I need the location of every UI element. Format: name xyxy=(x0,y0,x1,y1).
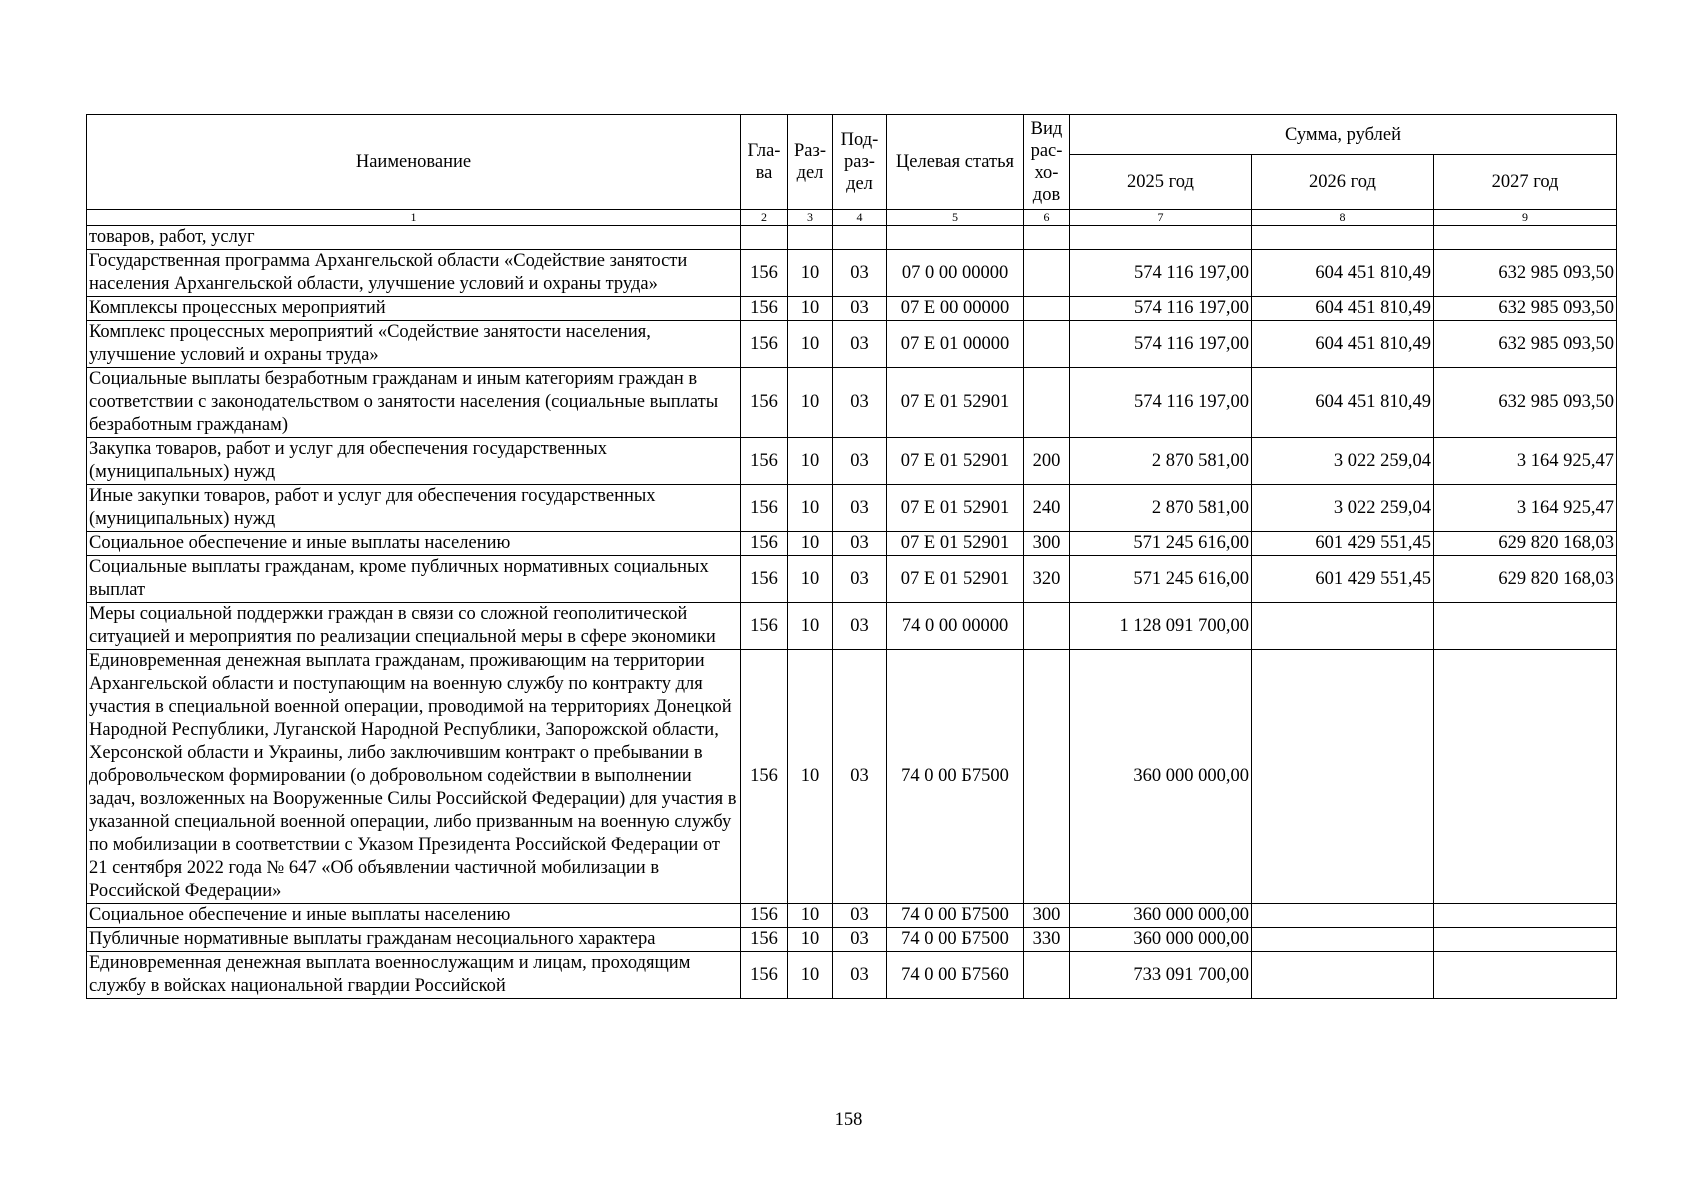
row-vid: 300 xyxy=(1024,904,1070,928)
header-podrazdel: Под-раз-дел xyxy=(833,115,887,210)
row-target: 74 0 00 Б7500 xyxy=(887,928,1024,952)
header-target: Целевая статья xyxy=(887,115,1024,210)
table-row xyxy=(87,250,1617,297)
row-razdel: 10 xyxy=(788,250,833,297)
row-amount-2027 xyxy=(1434,226,1617,250)
header-razdel: Раз-дел xyxy=(788,115,833,210)
header-name: Наименование xyxy=(87,115,741,210)
row-amount-2025: 360 000 000,00 xyxy=(1070,650,1252,904)
row-podrazdel: 03 xyxy=(833,368,887,438)
row-amount-2025: 360 000 000,00 xyxy=(1070,904,1252,928)
row-name: Социальное обеспечение и иные выплаты населению xyxy=(87,532,741,556)
row-amount-2026: 604 451 810,49 xyxy=(1252,250,1434,297)
row-amount-2025: 574 116 197,00 xyxy=(1070,321,1252,368)
row-podrazdel: 03 xyxy=(833,532,887,556)
row-amount-2025 xyxy=(1070,226,1252,250)
row-glava: 156 xyxy=(741,485,788,532)
row-amount-2025: 574 116 197,00 xyxy=(1070,297,1252,321)
row-podrazdel: 03 xyxy=(833,438,887,485)
row-vid xyxy=(1024,368,1070,438)
row-name: Комплекс процессных мероприятий «Содействие занятости населения, улучшение условий и охраны труда» xyxy=(87,321,741,368)
row-podrazdel: 03 xyxy=(833,904,887,928)
row-vid: 240 xyxy=(1024,485,1070,532)
row-name: товаров, работ, услуг xyxy=(87,226,741,250)
row-razdel: 10 xyxy=(788,438,833,485)
table-row xyxy=(87,556,1617,603)
row-name: Комплексы процессных мероприятий xyxy=(87,297,741,321)
header-sum: Сумма, рублей xyxy=(1070,115,1617,155)
row-amount-2026: 604 451 810,49 xyxy=(1252,321,1434,368)
row-glava: 156 xyxy=(741,321,788,368)
row-amount-2027: 3 164 925,47 xyxy=(1434,485,1617,532)
row-amount-2026 xyxy=(1252,226,1434,250)
table-row xyxy=(87,928,1617,952)
row-razdel: 10 xyxy=(788,556,833,603)
row-target: 07 Е 00 00000 xyxy=(887,297,1024,321)
row-glava: 156 xyxy=(741,368,788,438)
row-vid xyxy=(1024,226,1070,250)
row-podrazdel: 03 xyxy=(833,556,887,603)
row-name: Иные закупки товаров, работ и услуг для обеспечения государственных (муниципальных) нужд xyxy=(87,485,741,532)
row-glava: 156 xyxy=(741,952,788,999)
row-target: 07 Е 01 52901 xyxy=(887,485,1024,532)
row-name: Социальные выплаты гражданам, кроме публичных нормативных социальных выплат xyxy=(87,556,741,603)
row-name: Государственная программа Архангельской области «Содействие занятости населения Архангельской области, улучшение условий и охраны труда» xyxy=(87,250,741,297)
table-row xyxy=(87,904,1617,928)
column-number: 1 xyxy=(87,210,741,226)
table-row xyxy=(87,650,1617,904)
column-number: 7 xyxy=(1070,210,1252,226)
row-vid xyxy=(1024,650,1070,904)
row-name: Закупка товаров, работ и услуг для обеспечения государственных (муниципальных) нужд xyxy=(87,438,741,485)
row-razdel: 10 xyxy=(788,532,833,556)
row-target: 07 0 00 00000 xyxy=(887,250,1024,297)
row-target: 74 0 00 Б7500 xyxy=(887,904,1024,928)
row-glava: 156 xyxy=(741,250,788,297)
row-razdel: 10 xyxy=(788,650,833,904)
row-glava xyxy=(741,226,788,250)
row-razdel: 10 xyxy=(788,368,833,438)
table-row xyxy=(87,603,1617,650)
row-name: Меры социальной поддержки граждан в связи со сложной геополитической ситуацией и мероприятия по реализации специальной меры в сфере экономики xyxy=(87,603,741,650)
row-podrazdel xyxy=(833,226,887,250)
row-razdel: 10 xyxy=(788,485,833,532)
row-podrazdel: 03 xyxy=(833,321,887,368)
row-amount-2027 xyxy=(1434,650,1617,904)
table-row xyxy=(87,485,1617,532)
row-glava: 156 xyxy=(741,603,788,650)
row-glava: 156 xyxy=(741,438,788,485)
row-podrazdel: 03 xyxy=(833,650,887,904)
table-row xyxy=(87,532,1617,556)
row-glava: 156 xyxy=(741,297,788,321)
table-row xyxy=(87,952,1617,999)
row-vid xyxy=(1024,321,1070,368)
row-target: 07 Е 01 52901 xyxy=(887,368,1024,438)
row-amount-2025: 1 128 091 700,00 xyxy=(1070,603,1252,650)
header-2026: 2026 год xyxy=(1252,155,1434,210)
table-row xyxy=(87,226,1617,250)
column-number: 3 xyxy=(788,210,833,226)
header-vid: Вид рас-хо-дов xyxy=(1024,115,1070,210)
row-amount-2027: 629 820 168,03 xyxy=(1434,556,1617,603)
row-amount-2026 xyxy=(1252,952,1434,999)
row-razdel: 10 xyxy=(788,928,833,952)
row-vid: 320 xyxy=(1024,556,1070,603)
column-number: 8 xyxy=(1252,210,1434,226)
row-amount-2025: 571 245 616,00 xyxy=(1070,556,1252,603)
row-amount-2027: 632 985 093,50 xyxy=(1434,250,1617,297)
row-target: 07 Е 01 52901 xyxy=(887,438,1024,485)
row-amount-2027: 629 820 168,03 xyxy=(1434,532,1617,556)
row-podrazdel: 03 xyxy=(833,928,887,952)
row-vid xyxy=(1024,603,1070,650)
row-amount-2025: 571 245 616,00 xyxy=(1070,532,1252,556)
row-target: 07 Е 01 00000 xyxy=(887,321,1024,368)
row-podrazdel: 03 xyxy=(833,603,887,650)
row-name: Социальные выплаты безработным гражданам и иным категориям граждан в соответствии с законодательством о занятости населения (социальные выплаты безработным гражданам) xyxy=(87,368,741,438)
row-target: 07 Е 01 52901 xyxy=(887,532,1024,556)
budget-table xyxy=(86,114,1617,999)
row-amount-2026 xyxy=(1252,650,1434,904)
row-vid: 300 xyxy=(1024,532,1070,556)
row-glava: 156 xyxy=(741,650,788,904)
row-amount-2026: 3 022 259,04 xyxy=(1252,438,1434,485)
row-amount-2027: 632 985 093,50 xyxy=(1434,297,1617,321)
row-amount-2026: 604 451 810,49 xyxy=(1252,368,1434,438)
row-amount-2025: 360 000 000,00 xyxy=(1070,928,1252,952)
row-name: Единовременная денежная выплата военнослужащим и лицам, проходящим службу в войсках национальной гвардии Российской xyxy=(87,952,741,999)
row-glava: 156 xyxy=(741,556,788,603)
row-amount-2026: 601 429 551,45 xyxy=(1252,556,1434,603)
row-amount-2027: 632 985 093,50 xyxy=(1434,321,1617,368)
row-target xyxy=(887,226,1024,250)
row-razdel: 10 xyxy=(788,904,833,928)
row-razdel xyxy=(788,226,833,250)
row-podrazdel: 03 xyxy=(833,485,887,532)
table-row xyxy=(87,368,1617,438)
row-target: 74 0 00 00000 xyxy=(887,603,1024,650)
table-body xyxy=(87,210,1617,999)
row-amount-2026 xyxy=(1252,904,1434,928)
row-amount-2026: 601 429 551,45 xyxy=(1252,532,1434,556)
row-amount-2025: 574 116 197,00 xyxy=(1070,368,1252,438)
row-vid: 200 xyxy=(1024,438,1070,485)
row-target: 74 0 00 Б7560 xyxy=(887,952,1024,999)
row-name: Публичные нормативные выплаты гражданам несоциального характера xyxy=(87,928,741,952)
row-amount-2025: 2 870 581,00 xyxy=(1070,485,1252,532)
table-row xyxy=(87,321,1617,368)
column-number: 2 xyxy=(741,210,788,226)
row-podrazdel: 03 xyxy=(833,297,887,321)
row-glava: 156 xyxy=(741,532,788,556)
row-glava: 156 xyxy=(741,904,788,928)
row-target: 07 Е 01 52901 xyxy=(887,556,1024,603)
row-razdel: 10 xyxy=(788,952,833,999)
header-2027: 2027 год xyxy=(1434,155,1617,210)
row-name: Социальное обеспечение и иные выплаты населению xyxy=(87,904,741,928)
row-razdel: 10 xyxy=(788,297,833,321)
row-amount-2027 xyxy=(1434,952,1617,999)
row-razdel: 10 xyxy=(788,603,833,650)
header-2025: 2025 год xyxy=(1070,155,1252,210)
row-podrazdel: 03 xyxy=(833,952,887,999)
row-amount-2027 xyxy=(1434,928,1617,952)
row-amount-2026 xyxy=(1252,603,1434,650)
column-number: 4 xyxy=(833,210,887,226)
row-razdel: 10 xyxy=(788,321,833,368)
row-amount-2025: 574 116 197,00 xyxy=(1070,250,1252,297)
row-amount-2027 xyxy=(1434,603,1617,650)
row-amount-2025: 733 091 700,00 xyxy=(1070,952,1252,999)
row-vid: 330 xyxy=(1024,928,1070,952)
row-amount-2027: 632 985 093,50 xyxy=(1434,368,1617,438)
row-amount-2027: 3 164 925,47 xyxy=(1434,438,1617,485)
row-amount-2026: 3 022 259,04 xyxy=(1252,485,1434,532)
row-target: 74 0 00 Б7500 xyxy=(887,650,1024,904)
row-amount-2026 xyxy=(1252,928,1434,952)
column-number: 6 xyxy=(1024,210,1070,226)
row-amount-2027 xyxy=(1434,904,1617,928)
row-podrazdel: 03 xyxy=(833,250,887,297)
row-vid xyxy=(1024,297,1070,321)
page-number: 158 xyxy=(834,1110,863,1130)
row-name: Единовременная денежная выплата гражданам, проживающим на территории Архангельской области и поступающим на военную службу по контракту для участия в специальной военной операции, проводимой на территориях Донецкой Народной Республики, Луганской Народной Республики, Запорожской области, Херсонской области и Украины, либо заключившим контракт о пребывании в добровольческом формировании (о добровольном содействии в выполнении задач, возложенных на Вооруженные Силы Российской Федерации) для участия в указанной специальной военной операции, либо призванным на военную службу по мобилизации в соответствии с Указом Президента Российской Федерации от 21 сентября 2022 года № 647 «Об объявлении частичной мобилизации в Российской Федерации» xyxy=(87,650,741,904)
column-number-row xyxy=(87,210,1617,226)
column-number: 9 xyxy=(1434,210,1617,226)
column-number: 5 xyxy=(887,210,1024,226)
row-vid xyxy=(1024,250,1070,297)
row-glava: 156 xyxy=(741,928,788,952)
row-amount-2025: 2 870 581,00 xyxy=(1070,438,1252,485)
row-vid xyxy=(1024,952,1070,999)
header-glava: Гла-ва xyxy=(741,115,788,210)
table-row xyxy=(87,438,1617,485)
row-amount-2026: 604 451 810,49 xyxy=(1252,297,1434,321)
table-row xyxy=(87,297,1617,321)
